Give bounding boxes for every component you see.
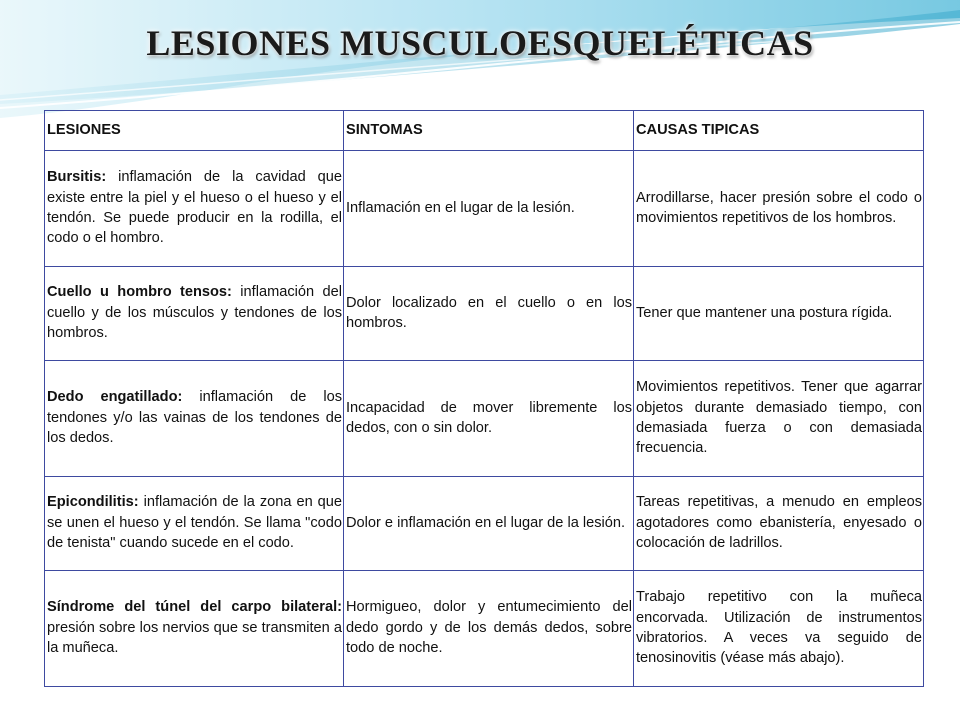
injury-definition: inflamación de la zona en que se unen el hueso y el tendón. Se llama "codo de tenista" cuando sucede en el codo. [47,494,342,552]
causes-cell: Trabajo repetitivo con la muñeca encorvada. Utilización de instrumentos vibratorios. A veces va seguido de tenosinovitis (véase más abajo). [634,571,924,687]
causes-cell: Movimientos repetitivos. Tener que agarrar objetos durante demasiado tiempo, con demasiada fuerza o con demasiada frecuencia. [634,361,924,477]
table-row [45,477,924,571]
injury-definition: inflamación del cuello y de los músculos y tendones de los hombros. [47,284,342,342]
symptoms-cell: Dolor e inflamación en el lugar de la lesión. [344,477,634,571]
injuries-table [44,110,924,687]
column-header-lesiones: LESIONES [45,111,344,151]
table-row [45,267,924,361]
column-header-causas: CAUSAS TIPICAS [634,111,924,151]
injury-cell [45,571,344,687]
injury-cell [45,267,344,361]
injury-term: Cuello u hombro tensos: [47,284,232,301]
causes-cell: Tener que mantener una postura rígida. [634,267,924,361]
symptoms-cell: Inflamación en el lugar de la lesión. [344,151,634,267]
column-header-sintomas: SINTOMAS [344,111,634,151]
injury-cell [45,151,344,267]
injury-definition: inflamación de la cavidad que existe entre la piel y el hueso o el hueso y el tendón. Se puede producir en la rodilla, el codo o el hombro. [47,169,342,247]
symptoms-cell: Incapacidad de mover libremente los dedos, con o sin dolor. [344,361,634,477]
table-row [45,361,924,477]
injury-cell [45,477,344,571]
injury-term: Dedo engatillado: [47,389,183,406]
causes-cell: Arrodillarse, hacer presión sobre el codo o movimientos repetitivos de los hombros. [634,151,924,267]
symptoms-cell: Hormigueo, dolor y entumecimiento del dedo gordo y de los demás dedos, sobre todo de noche. [344,571,634,687]
table-header-row [45,111,924,151]
injury-definition: inflamación de los tendones y/o las vainas de los tendones de los dedos. [47,389,342,447]
slide-title: LESIONES MUSCULOESQUELÉTICAS [146,23,814,63]
injury-term: Síndrome del túnel del carpo bilateral: [47,599,342,616]
injury-term: Epicondilitis: [47,494,139,511]
injury-definition: presión sobre los nervios que se transmiten a la muñeca. [47,619,342,657]
symptoms-cell: Dolor localizado en el cuello o en los hombros. [344,267,634,361]
table-row [45,151,924,267]
causes-cell: Tareas repetitivas, a menudo en empleos agotadores como ebanistería, enyesado o colocación de ladrillos. [634,477,924,571]
table-row [45,571,924,687]
injury-cell [45,361,344,477]
injury-term: Bursitis: [47,169,107,186]
